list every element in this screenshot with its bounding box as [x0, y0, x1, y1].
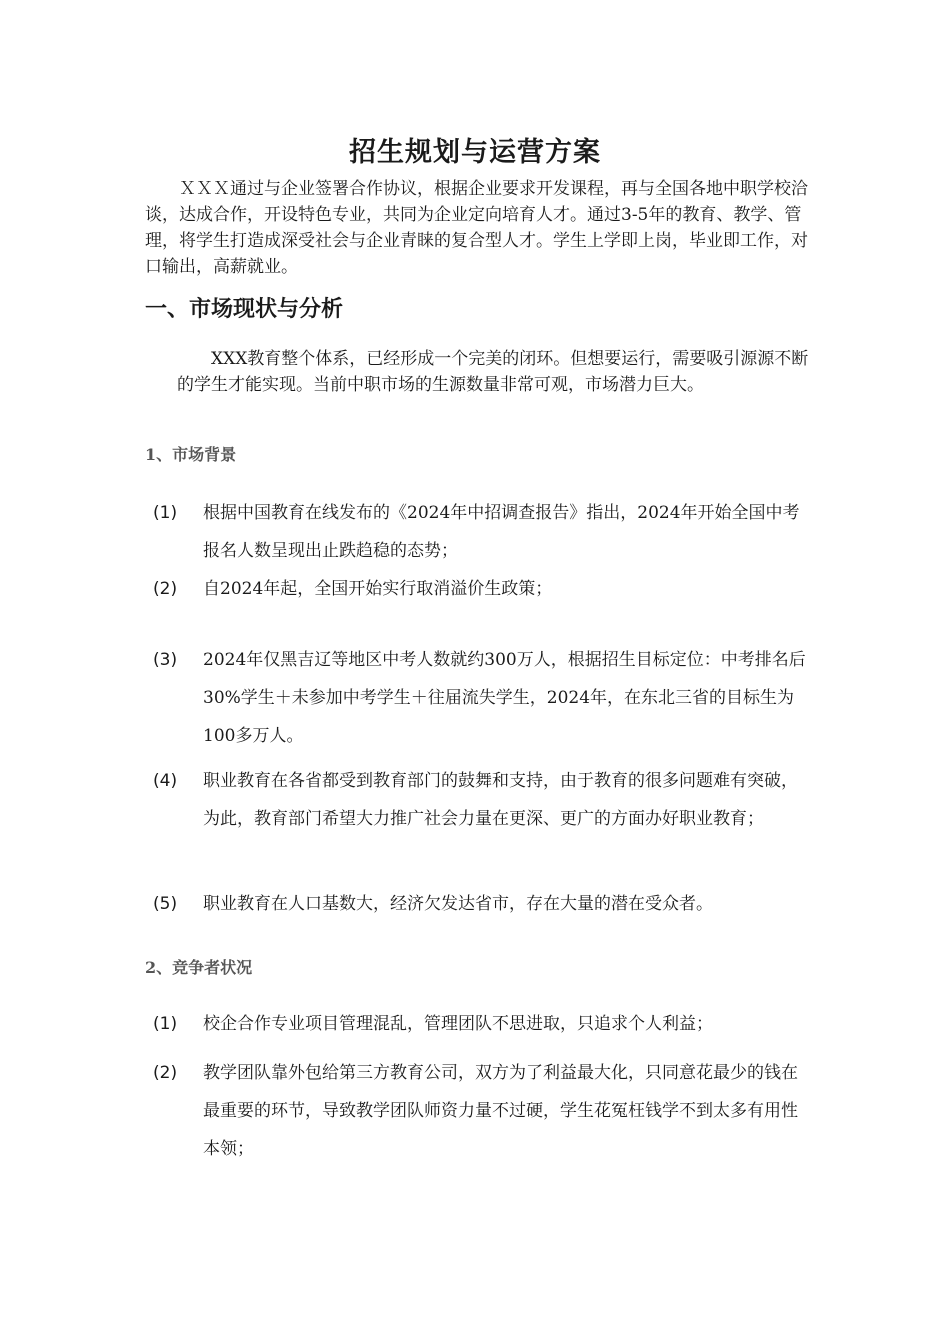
list-item [145, 1005, 810, 1043]
list-item-text: 职业教育在人口基数大，经济欠发达省市，存在大量的潜在受众者。 [203, 894, 713, 914]
list-item-text: 根据中国教育在线发布的《2024年中招调查报告》指出，2024年开始全国中考报名人数呈现出止跌趋稳的态势； [203, 503, 800, 561]
list-item-number: (2) [153, 1063, 178, 1083]
list-item-text: 教学团队靠外包给第三方教育公司，双方为了利益最大化，只同意花最少的钱在最重要的环节，导致教学团队师资力量不过硬，学生花冤枉钱学不到太多有用性本领； [203, 1063, 798, 1159]
list-item [145, 494, 810, 570]
list-item [145, 885, 810, 923]
list-item-number: (4) [153, 771, 178, 791]
list-item [145, 641, 810, 755]
list-item-text: 2024年仅黑吉辽等地区中考人数就约300万人，根据招生目标定位：中考排名后30%学生＋未参加中考学生＋往届流失学生，2024年，在东北三省的目标生为100多万人。 [203, 650, 806, 746]
section-heading-market: 一、市场现状与分析 [145, 296, 344, 322]
list-item-text: 职业教育在各省都受到教育部门的鼓舞和支持，由于教育的很多问题难有突破，为此，教育部门希望大力推广社会力量在更深、更广的方面办好职业教育； [203, 771, 798, 829]
intro-paragraph: ＸＸＸ通过与企业签署合作协议，根据企业要求开发课程，再与全国各地中职学校洽谈，达成合作，开设特色专业，共同为企业定向培育人才。通过3-5年的教育、教学、管理，将学生打造成深受社会与企业青睐的复合型人才。学生上学即上岗，毕业即工作，对口输出，高薪就业。 [145, 179, 808, 277]
list-item-text: 自2024年起，全国开始实行取消溢价生政策； [203, 579, 553, 599]
section-paragraph: XXX教育整个体系，已经形成一个完美的闭环。但想要运行，需要吸引源源不断的学生才能实现。当前中职市场的生源数量非常可观，市场潜力巨大。 [177, 349, 809, 395]
subsection-heading-background: 1、市场背景 [145, 445, 237, 464]
subsection-heading-competitors: 2、竞争者状况 [145, 958, 253, 977]
list-item [145, 570, 810, 608]
list-item-number: (1) [153, 1014, 178, 1034]
document-title: 招生规划与运营方案 [349, 137, 601, 168]
list-item-number: (5) [153, 894, 178, 914]
list-item-number: (2) [153, 579, 178, 599]
list-item [145, 1054, 810, 1168]
list-item-text: 校企合作专业项目管理混乱，管理团队不思进取，只追求个人利益； [203, 1014, 713, 1034]
list-item [145, 762, 810, 838]
list-item-number: (1) [153, 503, 178, 523]
list-item-number: (3) [153, 650, 178, 670]
